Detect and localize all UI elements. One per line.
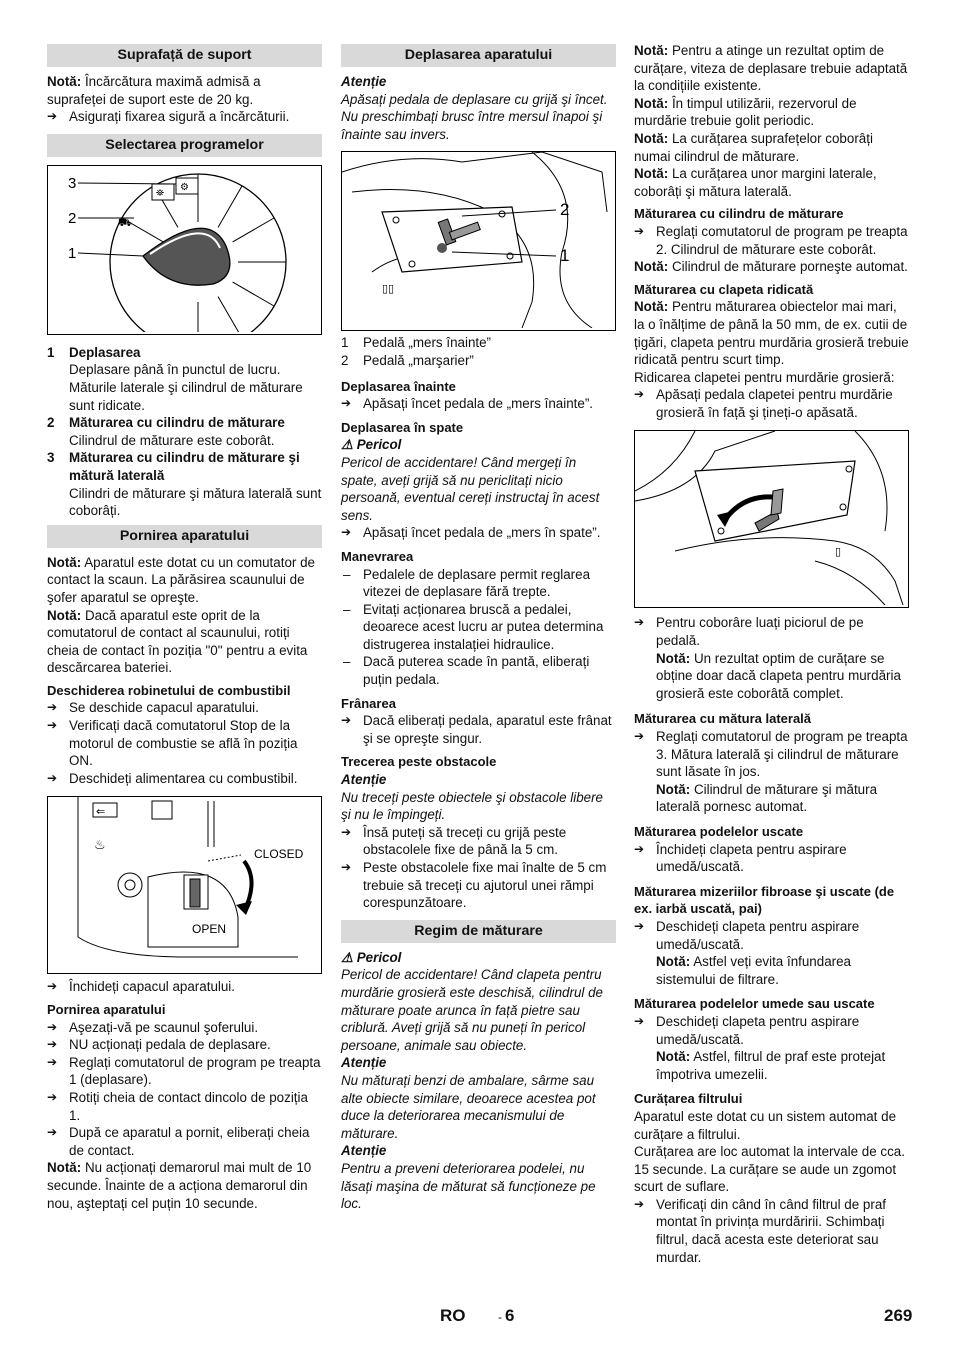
wet-note: Notă: Astfel, filtrul de praf este protejat împotriva umezelii.	[656, 1049, 886, 1082]
section-heading-programs: Selectarea programelor	[47, 134, 322, 157]
program-list	[47, 344, 322, 520]
start-step-1: ➔ Aşezați-vă pe scaunul şoferului.	[47, 1019, 322, 1037]
svg-text:⛟: ⛟	[118, 215, 132, 229]
start-note-2: Notă: Dacă aparatul este oprit de la comutatorul de contact al scaunului, rotiți cheia de contact în poziția "0" pentru a evita descărcarea bateriei.	[47, 607, 308, 676]
surface-step: ➔ Asigurați fixarea sigură a încărcăturii.	[47, 108, 322, 126]
sub-heading-brake: Frânarea	[341, 695, 396, 711]
fig3-label-1: 1	[560, 246, 570, 266]
start-note-1: Notă: Aparatul este dotat cu un comutator de contact la scaun. La părăsirea scaunului de şofer aparatul se opreşte.	[47, 554, 315, 605]
fuel-valve-figure	[47, 796, 322, 974]
column-2	[341, 44, 616, 1213]
roller-note: Notă: Cilindrul de măturare porneşte automat.	[634, 259, 908, 275]
sub-heading-filter: Curățarea filtrului	[634, 1091, 743, 1107]
sub-heading-obstacles: Trecerea peste obstacole	[341, 754, 497, 770]
footer-page-number: 269	[884, 1306, 913, 1325]
caption-2: 2 Pedală „marşarier”	[341, 352, 474, 368]
flap-text: Ridicarea clapetei pentru murdărie grosieră:	[634, 369, 895, 385]
fuel-step-3: ➔ Deschideți alimentarea cu combustibil.	[47, 770, 322, 788]
obstacles-caution: Nu treceți peste obiectele şi obstacole libere şi nu le împingeți.	[341, 789, 604, 823]
maneuver-item-3: – Dacă puterea scade în pantă, eliberați puțin pedala.	[341, 653, 616, 688]
start-step-4: ➔ Rotiți cheia de contact dincolo de poziția 1.	[47, 1089, 322, 1124]
svg-text:▯: ▯	[835, 545, 842, 559]
sub-heading-roller: Măturarea cu cilindru de măturare	[634, 206, 844, 222]
program-item-3: 3 Măturarea cu cilindru de măturare şi mătură laterală Cilindri de măturare şi mătura laterală sunt coborâți.	[47, 450, 322, 519]
obstacles-step-2: ➔ Peste obstacolele fixe mai înalte de 5 cm trebuie să treceți cu ajutorul unei rămpi corespunzătoare.	[341, 859, 616, 912]
lower-step: ➔ Pentru coborâre luați piciorul de pe pedală.	[634, 614, 909, 649]
filter-paragraph-2: Curățarea are loc automat la intervale de cca. 15 secunde. La curățare se aude un zgomot scurt de suflare.	[634, 1144, 905, 1195]
sub-heading-maneuver: Manevrarea	[341, 548, 414, 564]
pedal-illustration	[342, 152, 615, 328]
section-heading-start: Pornirea aparatului	[47, 525, 322, 548]
svg-text:▯▯: ▯▯	[382, 282, 395, 296]
flap-pedal-figure	[634, 430, 909, 608]
column-3	[634, 42, 909, 1266]
fig1-label-1: 1	[68, 244, 77, 262]
svg-text:⚙: ⚙	[180, 181, 189, 193]
caution-label: Atenție	[341, 74, 387, 89]
start-note-3: Notă: Nu acționați demarorul mai mult de 10 secunde. Înainte de a acționa demarorul din nou, aşteptați cel puțin 10 secunde.	[47, 1160, 312, 1211]
program-item-2: 2 Măturarea cu cilindru de măturare Cilindrul de măturare este coborât.	[47, 415, 285, 448]
sub-heading-start: Pornirea aparatului	[47, 1002, 166, 1018]
fibrous-note: Notă: Astfel veți evita înfundarea sistemului de filtrare.	[656, 954, 852, 987]
danger-label: ⚠ Pericol	[341, 437, 402, 453]
fuel-valve-illustration	[48, 797, 321, 971]
section-heading-surface: Suprafață de suport	[47, 44, 322, 67]
section-heading-sweep: Regim de măturare	[341, 920, 616, 943]
maneuver-item-1: – Pedalele de deplasare permit reglarea vitezei de deplasare fără trepte.	[341, 566, 616, 601]
start-step-5: ➔ După ce aparatul a pornit, eliberați cheia de contact.	[47, 1124, 322, 1159]
sweep-danger-label: ⚠ Pericol	[341, 949, 402, 965]
sub-heading-forward: Deplasarea înainte	[341, 378, 456, 394]
brake-step: ➔ Dacă eliberați pedala, aparatul este frânat şi se opreşte singur.	[341, 712, 616, 747]
footer-page: - 6	[498, 1306, 515, 1325]
sub-heading-dry: Măturarea podelelor uscate	[634, 824, 804, 839]
lower-note: Notă: Un rezultat optim de curățare se obține doar dacă clapeta pentru murdăria grosieră este coborâtă complet.	[656, 650, 901, 701]
column-1	[47, 44, 322, 1212]
roller-step: ➔ Reglați comutatorul de program pe treapta 2. Cilindrul de măturare este coborât.	[634, 223, 909, 258]
sub-heading-side: Măturarea cu mătura laterală	[634, 711, 812, 727]
warning-triangle-icon: ⚠	[341, 437, 354, 453]
open-label: OPEN	[192, 922, 227, 937]
note-4: Notă: La curățarea unor margini laterale, coborâți şi mătura laterală.	[634, 166, 877, 199]
wet-step: ➔ Deschideți clapeta pentru aspirare umedă/uscată.	[634, 1013, 909, 1048]
caption-1: 1 Pedală „mers înainte”	[341, 335, 492, 351]
svg-text:♨: ♨	[94, 838, 106, 854]
filter-paragraph-1: Aparatul este dotat cu un sistem automat de curățare a filtrului.	[634, 1108, 897, 1142]
note-2: Notă: În timpul utilizării, rezervorul de murdărie trebuie golit periodic.	[634, 95, 857, 129]
fig1-label-2: 2	[68, 209, 77, 227]
sub-heading-wet: Măturarea podelelor umede sau uscate	[634, 996, 875, 1012]
filter-step: ➔ Verificați din când în când filtrul de praf montat în privința murdăririi. Schimbați filtrul, dacă acesta este deteriorat sau murdar.	[634, 1196, 909, 1266]
sub-heading-fibrous: Măturarea mizeriilor fibroase şi uscate (de ex. iarbă uscată, pai)	[634, 883, 895, 917]
fig1-label-3: 3	[68, 174, 77, 192]
obstacles-step-1: ➔ Însă puteți să treceți cu grijă peste obstacolele fixe de până la 5 cm.	[341, 824, 616, 859]
footer-language: RO	[440, 1306, 466, 1325]
note-1: Notă: Pentru a atinge un rezultat optim de curățare, viteza de deplasare trebuie adaptată la condițiile existente.	[634, 43, 908, 94]
flap-pedal-illustration	[635, 431, 908, 605]
program-item-1: 1 Deplasarea Deplasare până în punctul de lucru. Măturile laterale şi cilindrul de măturare sunt ridicate.	[47, 344, 303, 413]
backward-danger: Pericol de accidentare! Când mergeți în spate, aveți grijă să nu periclitați nicio persoană, eventual cereți instructaj în acest sens.	[341, 454, 600, 523]
backward-step: ➔ Apăsați încet pedala de „mers în spate”.	[341, 524, 616, 542]
sub-heading-flap: Măturarea cu clapeta ridicată	[634, 281, 814, 297]
sub-heading-fuel: Deschiderea robinetului de combustibil	[47, 682, 291, 698]
fuel-step-1: ➔ Se deschide capacul aparatului.	[47, 699, 322, 717]
maneuver-item-2: – Evitați acționarea bruscă a pedalei, deoarece acest lucru ar putea determina distrugerea instalației hidraulice.	[341, 601, 616, 654]
program-selector-figure	[47, 165, 322, 335]
svg-text:⇐: ⇐	[96, 805, 106, 819]
sweep-caution-label-2: Atenție	[341, 1143, 387, 1159]
warning-triangle-icon: ⚠	[341, 949, 354, 965]
closed-label: CLOSED	[254, 847, 304, 862]
flap-note: Notă: Pentru măturarea obiectelor mai mari, la o înălțime de până la 50 mm, de ex. cutii de țigări, clapeta pentru murdăria grosieră trebuie ridicată pentru scurt timp.	[634, 299, 909, 368]
flap-step: ➔ Apăsați pedala clapetei pentru murdărie grosieră în față şi țineți-o apăsată.	[634, 386, 909, 421]
pedal-captions	[341, 334, 616, 369]
dry-step: ➔ Închideți clapeta pentru aspirare umedă/uscată.	[634, 841, 909, 876]
program-dial-illustration	[48, 166, 321, 332]
obstacles-caution-label: Atenție	[341, 772, 387, 788]
sweep-caution-label-1: Atenție	[341, 1055, 387, 1071]
surface-note: Notă: Încărcătura maximă admisă a suprafeței de suport este de 20 kg.	[47, 74, 261, 107]
move-caution: Apăsați pedala de deplasare cu grijă şi încet. Nu preschimbați brusc între mersul înapoi şi înainte sau invers.	[341, 91, 608, 142]
section-heading-move: Deplasarea aparatului	[341, 44, 616, 67]
start-step-3: ➔ Reglați comutatorul de program pe treapta 1 (deplasare).	[47, 1054, 322, 1089]
fuel-step-2: ➔ Verificați dacă comutatorul Stop de la motorul de combustie se află în poziția ON.	[47, 717, 322, 770]
fibrous-step: ➔ Deschideți clapeta pentru aspirare umedă/uscată.	[634, 918, 909, 953]
side-note: Notă: Cilindrul de măturare şi mătura laterală pornesc automat.	[656, 781, 878, 815]
fig3-label-2: 2	[560, 200, 570, 220]
sweep-caution-1: Nu măturați benzi de ambalare, sârme sau alte obiecte similare, deoarece acestea pot duce la deteriorarea mecanismului de măturare.	[341, 1072, 596, 1141]
start-step-2: ➔ NU acționați pedala de deplasare.	[47, 1036, 322, 1054]
sub-heading-backward: Deplasarea în spate	[341, 419, 464, 435]
sweep-danger: Pericol de accidentare! Când clapeta pentru murdărie grosieră este deschisă, cilindrul de măturare poate arunca în față pietre sau criblură. Aveți grijă să nu puneți în pericol persoane, animale sau obiecte.	[341, 967, 603, 1053]
sweep-caution-2: Pentru a preveni deteriorarea podelei, nu lăsați maşina de măturat să funcționeze pe loc.	[341, 1160, 596, 1212]
close-hood-step: ➔ Închideți capacul aparatului.	[47, 978, 322, 996]
pedal-figure	[341, 151, 616, 331]
svg-text:⛯: ⛯	[156, 187, 164, 199]
note-3: Notă: La curățarea suprafețelor coborâți numai cilindrul de măturare.	[634, 130, 873, 164]
forward-step: ➔ Apăsați încet pedala de „mers înainte”.	[341, 395, 616, 413]
side-step: ➔ Reglați comutatorul de program pe treapta 3. Mătura laterală şi cilindrul de măturare sunt lăsate în jos.	[634, 728, 909, 781]
